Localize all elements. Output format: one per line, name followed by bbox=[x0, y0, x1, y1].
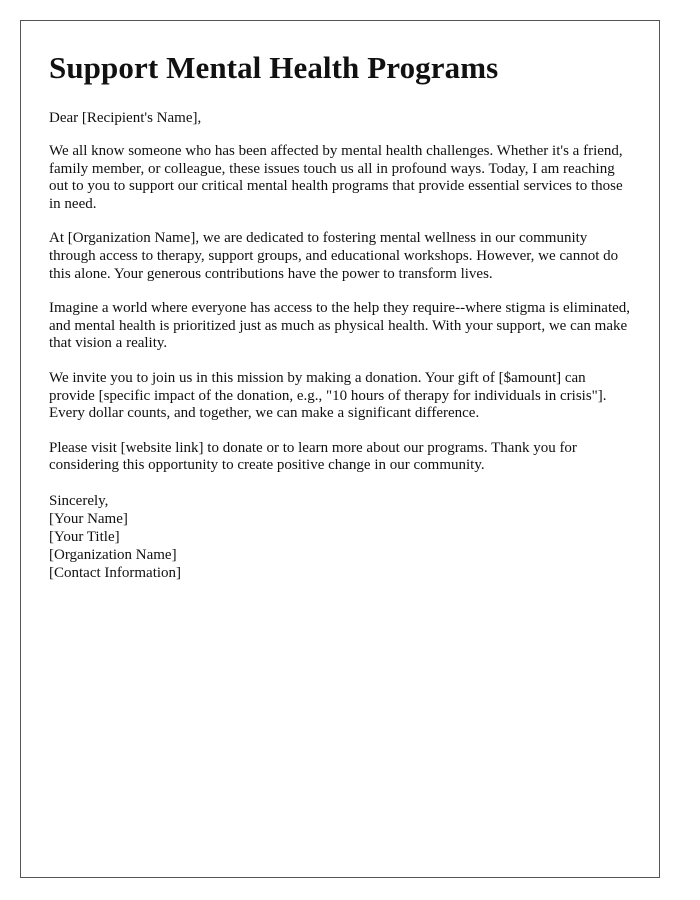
salutation: Dear [Recipient's Name], bbox=[49, 110, 202, 126]
letter-title: Support Mental Health Programs bbox=[49, 50, 499, 85]
sender-organization: [Organization Name] bbox=[49, 546, 177, 563]
paragraph-call-to-action: Please visit [website link] to donate or to learn more about our programs. Thank you for considering this opportunity to create positive change in our community. bbox=[49, 439, 577, 474]
paragraph-organization: At [Organization Name], we are dedicated to fostering mental wellness in our community through access to therapy, support groups, and educational workshops. However, we cannot do this alone. Your generous contributions have the power to transform lives. bbox=[49, 230, 619, 282]
paragraph-vision: Imagine a world where everyone has access to the help they require--where stigma is eliminated, and mental health is prioritized just as much as physical health. With your support, we can make that vision a reality. bbox=[49, 300, 631, 352]
signature-block bbox=[49, 492, 631, 582]
sender-title: [Your Title] bbox=[49, 528, 120, 545]
sender-contact: [Contact Information] bbox=[49, 564, 182, 581]
sender-name: [Your Name] bbox=[49, 510, 128, 527]
sign-off: Sincerely, bbox=[49, 492, 109, 509]
letter-page bbox=[20, 20, 660, 878]
paragraph-donation: We invite you to join us in this mission by making a donation. Your gift of [$amount] can provide [specific impact of the donation, e.g., "10 hours of therapy for individuals in crisis"]. Every dollar counts, and together, we can make a significant difference. bbox=[49, 369, 607, 422]
paragraph-intro: We all know someone who has been affected by mental health challenges. Whether it's a friend, family member, or colleague, these issues touch us all in profound ways. Today, I am reaching out to you to support our critical mental health programs that provide essential services to those in need. bbox=[49, 143, 623, 212]
